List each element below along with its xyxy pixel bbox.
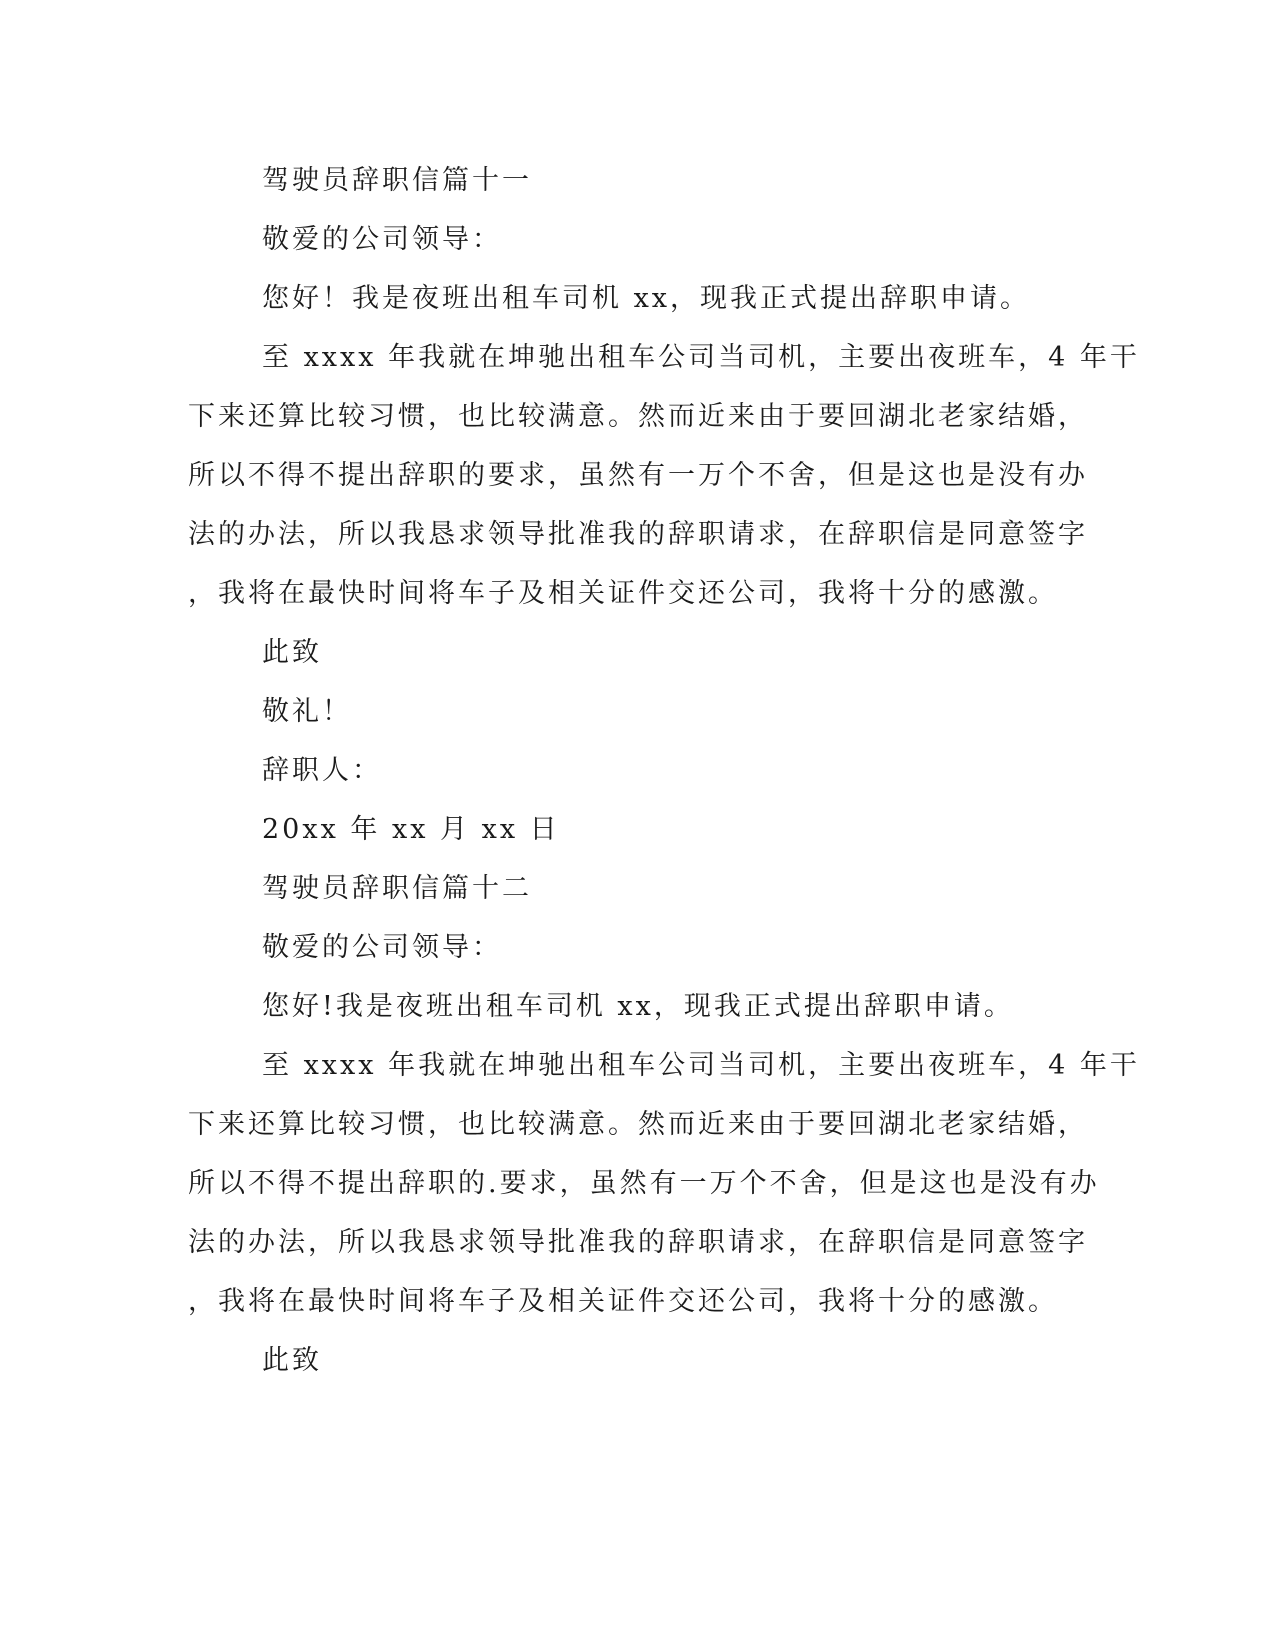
signer-line: 辞职人： bbox=[262, 755, 382, 786]
salutation: 敬爱的公司领导： bbox=[262, 224, 502, 255]
section-heading: 驾驶员辞职信篇十一 bbox=[262, 165, 532, 196]
body-line: 法的办法，所以我恳求领导批准我的辞职请求，在辞职信是同意签字 bbox=[188, 1227, 1088, 1258]
date-line: 20xx 年 xx 月 xx 日 bbox=[262, 814, 560, 845]
greeting: 您好！我是夜班出租车司机 xx，现我正式提出辞职申请。 bbox=[262, 283, 1031, 314]
closing-line: 敬礼！ bbox=[262, 696, 352, 727]
body-line: ，我将在最快时间将车子及相关证件交还公司，我将十分的感激。 bbox=[188, 578, 1058, 609]
body-line: 下来还算比较习惯，也比较满意。然而近来由于要回湖北老家结婚， bbox=[188, 401, 1088, 432]
salutation: 敬爱的公司领导： bbox=[262, 932, 502, 963]
closing-line: 此致 bbox=[262, 1345, 322, 1376]
body-line: ，我将在最快时间将车子及相关证件交还公司，我将十分的感激。 bbox=[188, 1286, 1058, 1317]
body-line: 下来还算比较习惯，也比较满意。然而近来由于要回湖北老家结婚， bbox=[188, 1109, 1088, 1140]
body-line: 法的办法，所以我恳求领导批准我的辞职请求，在辞职信是同意签字 bbox=[188, 519, 1088, 550]
body-line: 所以不得不提出辞职的要求，虽然有一万个不舍，但是这也是没有办 bbox=[188, 460, 1088, 491]
body-line: 至 xxxx 年我就在坤驰出租车公司当司机，主要出夜班车，4 年干 bbox=[262, 1050, 1140, 1081]
body-line: 所以不得不提出辞职的.要求，虽然有一万个不舍，但是这也是没有办 bbox=[188, 1168, 1100, 1199]
body-line: 至 xxxx 年我就在坤驰出租车公司当司机，主要出夜班车，4 年干 bbox=[262, 342, 1140, 373]
closing-line: 此致 bbox=[262, 637, 322, 668]
greeting: 您好!我是夜班出租车司机 xx，现我正式提出辞职申请。 bbox=[262, 991, 1014, 1022]
section-heading: 驾驶员辞职信篇十二 bbox=[262, 873, 532, 904]
